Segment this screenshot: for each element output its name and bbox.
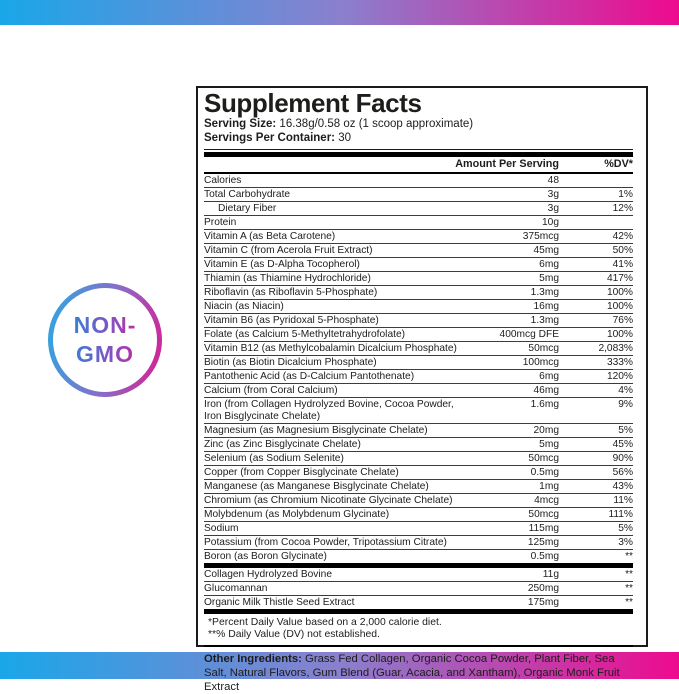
nutrient-dv: 1% — [618, 189, 633, 200]
supplement-facts-panel — [196, 86, 648, 693]
dv-header: %DV* — [604, 158, 633, 170]
top-gradient-bar — [0, 0, 679, 25]
nutrient-amount: 11g — [542, 568, 559, 580]
nutrient-name: Biotin (as Biotin Dicalcium Phosphate) — [204, 357, 377, 368]
table-row — [204, 480, 633, 494]
nutrient-dv: 9% — [618, 399, 633, 410]
servings-value: 30 — [338, 132, 352, 144]
nutrient-name: Vitamin C (from Acerola Fruit Extract) — [204, 245, 373, 256]
nutrient-amount: 48 — [547, 175, 559, 186]
nutrient-name: Selenium (as Sodium Selenite) — [204, 452, 344, 464]
nutrient-dv: 45% — [612, 438, 633, 450]
nutrient-amount: 1.3mg — [530, 315, 559, 326]
nutrient-dv: 11% — [613, 494, 633, 506]
nutrient-dv: ** — [625, 582, 633, 594]
nutrient-name: Folate (as Calcium 5-Methyltetrahydrofolate) — [204, 329, 405, 340]
nutrient-name: Calories — [204, 175, 242, 186]
nutrient-dv: 5% — [618, 522, 633, 534]
other-ingredients-text: Grass Fed Collagen, Organic Cocoa Powder, Plant Fiber, Sea Salt, Natural Flavors, Gum Blend (Guar, Acacia, and Xantham), Organic Monk Fruit Extract — [204, 652, 620, 693]
servings-per-container-line — [204, 132, 633, 145]
table-row — [204, 494, 633, 508]
nutrient-dv: 111% — [608, 508, 633, 520]
nutrient-amount: 6mg — [539, 259, 559, 270]
table-row — [204, 258, 633, 272]
nutrient-dv: 50% — [612, 245, 633, 256]
nutrient-name: Copper (from Copper Bisglycinate Chelate) — [204, 466, 399, 478]
nutrient-name: Sodium — [204, 522, 239, 534]
nutrient-amount: 0.5mg — [530, 550, 559, 562]
serving-size-value: 16.38g/0.58 oz (1 scoop approximate) — [279, 118, 474, 130]
table-row — [204, 384, 633, 398]
table-row — [204, 550, 633, 563]
table-row — [204, 356, 633, 370]
nutrient-amount: 10g — [542, 217, 559, 228]
nutrient-dv: ** — [625, 568, 633, 580]
footnote-daily-value: *Percent Daily Value based on a 2,000 calorie diet. — [208, 616, 442, 628]
nutrient-amount: 50mcg — [528, 452, 559, 464]
footnote-dv-not-established: **% Daily Value (DV) not established. — [208, 629, 380, 640]
table-row — [204, 230, 633, 244]
nutrient-name: Magnesium (as Magnesium Bisglycinate Chelate) — [204, 424, 428, 436]
table-row — [204, 424, 633, 438]
nutrient-name: Riboflavin (as Riboflavin 5-Phosphate) — [204, 287, 378, 298]
table-row — [204, 568, 633, 582]
nutrient-amount: 5mg — [539, 438, 559, 450]
nutrient-amount: 3g — [547, 189, 559, 200]
nutrient-dv: 100% — [606, 301, 633, 312]
table-row — [204, 272, 633, 286]
other-actives-table — [204, 568, 633, 609]
nutrient-amount: 125mg — [527, 536, 559, 548]
nutrient-amount: 100mcg — [522, 357, 559, 368]
table-row — [204, 438, 633, 452]
nutrient-dv: 76% — [612, 315, 633, 326]
table-row — [204, 342, 633, 356]
nutrient-name: Glucomannan — [204, 582, 268, 594]
nutrient-amount: 375mcg — [522, 231, 559, 242]
nutrient-dv: ** — [625, 550, 633, 562]
table-row — [204, 508, 633, 522]
nutrient-amount: 50mcg — [528, 343, 559, 354]
other-ingredients — [204, 647, 633, 694]
nutrient-dv: 120% — [606, 371, 633, 382]
nutrient-amount: 4mcg — [534, 494, 559, 506]
nutrient-dv: 100% — [606, 329, 633, 340]
nutrient-amount: 45mg — [533, 245, 559, 256]
non-gmo-badge-inner — [53, 288, 157, 392]
nutrient-amount: 3g — [547, 203, 559, 214]
other-ingredients-label: Other Ingredients: — [204, 652, 302, 665]
nutrient-amount: 5mg — [539, 273, 559, 284]
nutrient-amount: 20mg — [533, 424, 559, 436]
nutrient-name: Iron (from Collagen Hydrolyzed Bovine, Cocoa Powder, Iron Bisglycinate Chelate) — [204, 399, 454, 422]
nutrient-dv: 417% — [606, 273, 633, 284]
nutrient-name: Molybdenum (as Molybdenum Glycinate) — [204, 508, 390, 520]
nutrient-amount: 1.6mg — [530, 399, 559, 410]
nutrient-dv: 43% — [612, 480, 633, 492]
nutrient-name: Niacin (as Niacin) — [204, 301, 284, 312]
non-gmo-line1: NON- — [73, 312, 137, 338]
table-row — [204, 466, 633, 480]
table-row — [204, 174, 633, 188]
nutrient-amount: 6mg — [539, 371, 559, 382]
table-row — [204, 328, 633, 342]
nutrient-amount: 115mg — [528, 522, 559, 534]
nutrient-name: Potassium (from Cocoa Powder, Tripotassium Citrate) — [204, 536, 447, 548]
nutrient-name: Zinc (as Zinc Bisglycinate Chelate) — [204, 438, 361, 450]
table-row — [204, 188, 633, 202]
amount-per-serving-header: Amount Per Serving — [455, 158, 559, 170]
table-row — [204, 202, 633, 216]
nutrient-amount: 46mg — [533, 385, 559, 396]
table-row — [204, 370, 633, 384]
table-row — [204, 300, 633, 314]
nutrient-amount: 16mg — [533, 301, 559, 312]
nutrient-name: Boron (as Boron Glycinate) — [204, 550, 327, 562]
nutrient-amount: 1mg — [539, 480, 559, 492]
nutrient-name: Vitamin A (as Beta Carotene) — [204, 231, 336, 242]
nutrient-dv: 41% — [612, 259, 633, 270]
nutrient-dv: 100% — [606, 287, 633, 298]
nutrient-name: Calcium (from Coral Calcium) — [204, 385, 338, 396]
nutrient-name: Vitamin B6 (as Pyridoxal 5-Phosphate) — [204, 315, 379, 326]
non-gmo-label — [74, 311, 137, 369]
nutrient-name: Vitamin B12 (as Methylcobalamin Dicalcium Phosphate) — [204, 343, 457, 354]
table-row — [204, 398, 633, 424]
nutrient-amount: 1.3mg — [530, 287, 559, 298]
nutrient-amount: 400mcg DFE — [499, 329, 559, 340]
nutrient-dv: 56% — [612, 466, 633, 478]
table-row — [204, 216, 633, 230]
table-row — [204, 522, 633, 536]
nutrient-dv: 2,083% — [598, 343, 633, 354]
table-row — [204, 286, 633, 300]
rule-thin — [204, 149, 633, 150]
nutrient-dv: 42% — [612, 231, 633, 242]
nutrient-name: Total Carbohydrate — [204, 189, 291, 200]
table-row — [204, 582, 633, 596]
table-row — [204, 596, 633, 609]
nutrient-name: Vitamin E (as D-Alpha Tocopherol) — [204, 259, 360, 270]
nutrient-amount: 50mcg — [528, 508, 559, 520]
table-row — [204, 244, 633, 258]
nutrient-dv: 5% — [618, 424, 633, 436]
table-row — [204, 536, 633, 550]
nutrient-name: Dietary Fiber — [218, 203, 277, 214]
nutrient-name: Thiamin (as Thiamine Hydrochloride) — [204, 273, 371, 284]
nutrient-dv: 333% — [606, 357, 633, 368]
serving-size-line — [204, 118, 633, 131]
nutrient-name: Chromium (as Chromium Nicotinate Glycinate Chelate) — [204, 494, 453, 506]
panel-title: Supplement Facts — [204, 88, 422, 118]
nutrient-name: Protein — [204, 217, 237, 228]
nutrient-name: Collagen Hydrolyzed Bovine — [204, 568, 332, 580]
nutrient-dv: ** — [625, 596, 633, 608]
non-gmo-badge — [48, 283, 162, 397]
serving-size-label: Serving Size: — [204, 118, 277, 130]
servings-label: Servings Per Container: — [204, 132, 336, 144]
nutrient-amount: 250mg — [527, 582, 559, 594]
table-row — [204, 452, 633, 466]
table-row — [204, 314, 633, 328]
nutrient-dv: 3% — [618, 536, 633, 548]
nutrient-dv: 90% — [612, 452, 633, 464]
nutrient-name: Organic Milk Thistle Seed Extract — [204, 596, 355, 608]
footnotes — [204, 614, 633, 645]
nutrient-dv: 12% — [612, 203, 633, 214]
nutrient-name: Pantothenic Acid (as D-Calcium Pantothenate) — [204, 371, 415, 382]
non-gmo-line2: GMO — [76, 341, 134, 367]
table-header-row — [204, 157, 633, 172]
nutrient-table — [204, 174, 633, 563]
nutrient-name: Manganese (as Manganese Bisglycinate Chelate) — [204, 480, 429, 492]
nutrient-dv: 4% — [618, 385, 633, 396]
nutrient-amount: 0.5mg — [530, 466, 559, 478]
nutrient-amount: 175mg — [527, 596, 559, 608]
